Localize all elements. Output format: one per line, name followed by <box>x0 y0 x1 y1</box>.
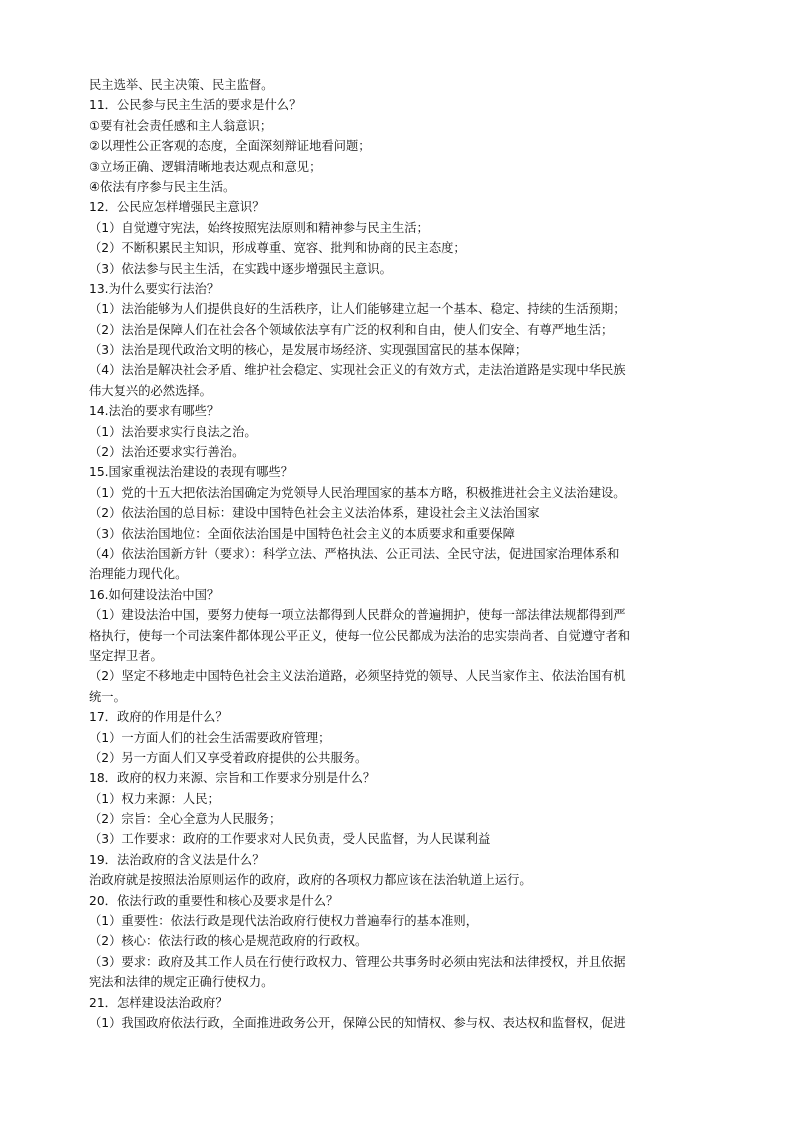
text-line: ①要有社会责任感和主人翁意识； <box>89 118 273 133</box>
question-heading: 12．公民应怎样增强民主意识？ <box>89 200 265 215</box>
text-line: （1）法治能够为人们提供良好的生活秩序，让人们能够建立起一个基本、稳定、持续的生活预期； <box>89 302 626 317</box>
question-heading: 19．法治政府的含义法是什么？ <box>89 852 265 867</box>
text-line: 治理能力现代化。 <box>89 567 188 582</box>
text-line: （4）依法治国新方针（要求）：科学立法、严格执法、公正司法、全民守法，促进国家治理体系和 <box>89 546 620 561</box>
question-heading: 18．政府的权力来源、宗旨和工作要求分别是什么？ <box>89 771 376 786</box>
text-line: 宪法和法律的规定正确行使权力。 <box>89 975 274 990</box>
text-line: （3）依法治国地位：全面依法治国是中国特色社会主义的本质要求和重要保障 <box>89 526 515 541</box>
text-line: ②以理性公正客观的态度，全面深刻辩证地看问题； <box>89 139 371 154</box>
text-line: 伟大复兴的必然选择。 <box>89 383 212 398</box>
question-heading: 15.国家重视法治建设的表现有哪些？ <box>89 465 294 480</box>
text-line: （1）自觉遵守宪法，始终按照宪法原则和精神参与民主生活； <box>89 220 429 235</box>
text-line: （2）宗旨：全心全意为人民服务； <box>89 812 282 827</box>
text-line: （2）另一方面人们又享受着政府提供的公共服务。 <box>89 750 368 765</box>
text-line: （2）依法治国的总目标：建设中国特色社会主义法治体系，建设社会主义法治国家 <box>89 506 540 521</box>
text-line: 统一。 <box>89 689 126 704</box>
text-line: （1）党的十五大把依法治国确定为党领导人民治理国家的基本方略，积极推进社会主义法治建设。 <box>89 485 626 500</box>
text-line: （3）工作要求：政府的工作要求对人民负责，受人民监督，为人民谋利益 <box>89 832 491 847</box>
question-heading: 14.法治的要求有哪些？ <box>89 404 220 419</box>
text-line: （3）要求：政府及其工作人员在行使行政权力、管理公共事务时必须由宪法和法律授权，并且依据 <box>89 954 626 969</box>
text-line: （1）法治要求实行良法之治。 <box>89 424 257 439</box>
text-line: 治政府就是按照法治原则运作的政府，政府的各项权力都应该在法治轨道上运行。 <box>89 873 532 888</box>
text-line: （1）权力来源：人民； <box>89 791 220 806</box>
question-heading: 13.为什么要实行法治？ <box>89 281 220 296</box>
question-heading: 20．依法行政的重要性和核心及要求是什么？ <box>89 893 339 908</box>
text-line: （2）核心：依法行政的核心是规范政府的行政权。 <box>89 934 368 949</box>
text-line: （2）法治还要求实行善治。 <box>89 445 245 460</box>
text-line: （1）一方面人们的社会生活需要政府管理； <box>89 730 331 745</box>
text-line: （1）建设法治中国，要努力使每一项立法都得到人民群众的普遍拥护，使每一部法律法规都得到严 <box>89 608 626 623</box>
question-heading: 17．政府的作用是什么？ <box>89 710 228 725</box>
document-body <box>89 75 709 1033</box>
text-line: （4）法治是解决社会矛盾、维护社会稳定、实现社会正义的有效方式，走法治道路是实现中华民族 <box>89 363 626 378</box>
text-line: ④依法有序参与民主生活。 <box>89 179 236 194</box>
text-line: （3）法治是现代政治文明的核心，是发展市场经济、实现强国富民的基本保障； <box>89 343 528 358</box>
question-heading: 21．怎样建设法治政府？ <box>89 995 228 1010</box>
text-line: 格执行，使每一个司法案件都体现公平正义，使每一位公民都成为法治的忠实崇尚者、自觉遵守者和 <box>89 628 631 643</box>
text-line: 民主选举、民主决策、民主监督。 <box>89 78 274 92</box>
question-heading: 16.如何建设法治中国？ <box>89 587 220 602</box>
text-line: （3）依法参与民主生活，在实践中逐步增强民主意识。 <box>89 261 392 276</box>
text-line: （2）不断积累民主知识，形成尊重、宽容、批判和协商的民主态度； <box>89 241 466 256</box>
text-line: （1）我国政府依法行政，全面推进政务公开，保障公民的知情权、参与权、表达权和监督权，促进 <box>89 1015 626 1030</box>
text-line: 坚定捍卫者。 <box>89 648 163 663</box>
question-heading: 11．公民参与民主生活的要求是什么？ <box>89 98 302 113</box>
text-line: ③立场正确、逻辑清晰地表达观点和意见； <box>89 159 322 174</box>
text-line: （2）坚定不移地走中国特色社会主义法治道路，必须坚持党的领导、人民当家作主、依法治国有机 <box>89 669 626 684</box>
text-line: （2）法治是保障人们在社会各个领域依法享有广泛的权利和自由，使人们安全、有尊严地生活； <box>89 322 614 337</box>
text-line: （1）重要性：依法行政是现代法治政府行使权力普遍奉行的基本准则， <box>89 914 479 929</box>
